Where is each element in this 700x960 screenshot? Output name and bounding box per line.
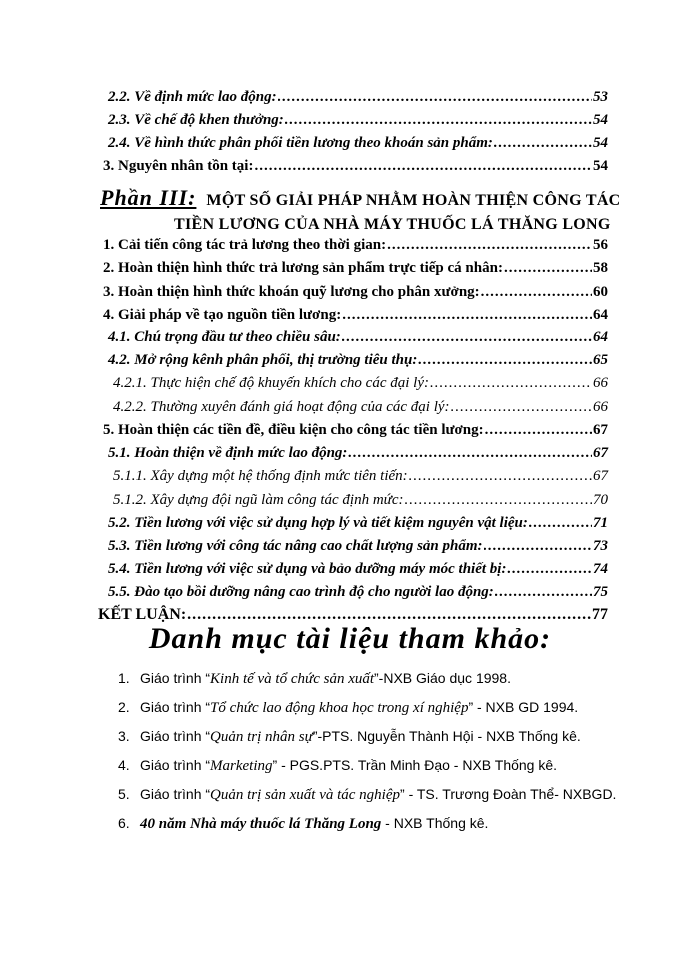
toc-label: 4.2.2. Thường xuyên đánh giá hoạt động của các đại lý: <box>113 399 450 415</box>
toc-page: 66 <box>593 399 608 415</box>
toc-leader <box>529 514 592 532</box>
toc-leader <box>342 328 592 346</box>
toc-entry[interactable] <box>108 328 608 346</box>
reference-suffix: ” - TS. Trương Đoàn Thể- NXBGD. <box>400 786 617 802</box>
reference-item <box>118 668 638 689</box>
toc-label: 5.3. Tiền lương với công tác nâng cao chất lượng sản phẩm: <box>108 538 483 554</box>
reference-title: Marketing <box>210 758 273 774</box>
toc-leader <box>278 88 592 106</box>
toc-page: 73 <box>593 538 608 554</box>
reference-prefix: Giáo trình “ <box>140 786 211 802</box>
toc-page: 58 <box>593 260 608 276</box>
references-heading: Danh mục tài liệu tham khảo: <box>148 622 552 655</box>
toc-entry[interactable] <box>108 560 608 578</box>
toc-leader <box>451 398 592 416</box>
reference-number: 3. <box>118 728 130 744</box>
toc-label: 5. Hoàn thiện các tiền đề, điều kiện cho công tác tiền lương: <box>103 422 484 438</box>
toc-entry[interactable] <box>108 134 608 152</box>
toc-page: 77 <box>592 606 608 623</box>
toc-entry[interactable] <box>103 306 608 324</box>
reference-number: 2. <box>118 699 130 715</box>
toc-label: 2.2. Về định mức lao động: <box>108 89 277 105</box>
toc-leader <box>484 537 592 555</box>
toc-entry[interactable] <box>113 491 608 509</box>
reference-number: 4. <box>118 757 130 773</box>
reference-item <box>118 697 638 718</box>
toc-page: 66 <box>593 375 608 391</box>
toc-entry[interactable] <box>113 374 608 392</box>
toc-entry[interactable] <box>103 236 608 254</box>
toc-leader <box>342 306 592 324</box>
toc-label: 4.2. Mở rộng kênh phân phối, thị trường tiêu thụ: <box>108 352 418 368</box>
toc-page: 54 <box>593 135 608 151</box>
toc-label: 5.1.1. Xây dựng một hệ thống định mức tiên tiến: <box>113 468 408 484</box>
toc-page: 54 <box>593 112 608 128</box>
reference-suffix: ” - NXB GD 1994. <box>468 699 579 715</box>
toc-entry[interactable] <box>108 514 608 532</box>
reference-title: Quản trị nhân sự <box>210 729 313 745</box>
toc-page: 74 <box>593 561 608 577</box>
references-list <box>118 668 638 842</box>
reference-prefix: Giáo trình “ <box>140 699 211 715</box>
toc-label: 1. Cải tiến công tác trả lương theo thời gian: <box>103 237 387 253</box>
reference-title: Quản trị sản xuất và tác nghiệp <box>210 787 401 803</box>
toc-label: 3. Hoàn thiện hình thức khoán quỹ lương cho phân xưởng: <box>103 284 480 300</box>
toc-entry[interactable] <box>108 88 608 106</box>
toc-page: 54 <box>593 158 608 174</box>
toc-page: 56 <box>593 237 608 253</box>
toc-page: 67 <box>593 422 608 438</box>
toc-label: 5.1.2. Xây dựng đội ngũ làm công tác định mức: <box>113 492 404 508</box>
part-heading <box>100 186 660 237</box>
reference-title: Kinh tế và tổ chức sản xuất <box>210 671 375 687</box>
toc-leader <box>409 467 592 485</box>
toc-page: 70 <box>593 492 608 508</box>
reference-title: Tổ chức lao động khoa học trong xí nghiệp <box>210 700 469 716</box>
toc-page: 71 <box>593 515 608 531</box>
reference-number: 5. <box>118 786 130 802</box>
part-label: Phần III: <box>100 185 197 210</box>
reference-item <box>118 784 638 805</box>
toc-page: 75 <box>593 584 608 600</box>
toc-leader <box>418 351 592 369</box>
reference-item <box>118 813 638 834</box>
toc-entry[interactable] <box>113 467 608 485</box>
toc-entry[interactable] <box>108 351 608 369</box>
toc-page: 64 <box>593 329 608 345</box>
toc-entry[interactable] <box>108 444 608 462</box>
toc-leader <box>504 259 592 277</box>
toc-leader <box>507 560 592 578</box>
toc-label: 2.3. Về chế độ khen thưởng: <box>108 112 284 128</box>
toc-label: 5.5. Đào tạo bồi dưỡng nâng cao trình độ cho người lao động: <box>108 584 494 600</box>
reference-suffix: ” - PGS.PTS. Trần Minh Đạo - NXB Thống kê. <box>272 757 558 773</box>
toc-label: 5.1. Hoàn thiện về định mức lao động: <box>108 445 348 461</box>
toc-label: 4. Giải pháp về tạo nguồn tiền lương: <box>103 307 342 323</box>
reference-suffix: - NXB Thống kê. <box>381 815 489 831</box>
toc-label: 5.2. Tiền lương với việc sử dụng hợp lý và tiết kiệm nguyên vật liệu: <box>108 515 528 531</box>
toc-page: 53 <box>593 89 608 105</box>
reference-prefix: Giáo trình “ <box>140 728 211 744</box>
toc-label: 2.4. Về hình thức phân phối tiền lương theo khoán sản phẩm: <box>108 135 493 151</box>
toc-label: 4.2.1. Thực hiện chế độ khuyến khích cho các đại lý: <box>113 375 429 391</box>
reference-number: 6. <box>118 815 130 831</box>
toc-entry[interactable] <box>108 583 608 601</box>
toc-page: 65 <box>593 352 608 368</box>
reference-prefix: Giáo trình “ <box>140 757 211 773</box>
toc-entry[interactable] <box>108 537 608 555</box>
toc-page: 64 <box>593 307 608 323</box>
toc-label: KẾT LUẬN: <box>98 606 187 623</box>
toc-leader <box>285 111 592 129</box>
part-title-line1: MỘT SỐ GIẢI PHÁP NHẰM HOÀN THIỆN CÔNG TÁC <box>206 192 621 209</box>
toc-leader <box>254 157 592 175</box>
toc-leader <box>430 374 592 392</box>
toc-label: 5.4. Tiền lương với việc sử dụng và bảo dưỡng máy móc thiết bị: <box>108 561 507 577</box>
reference-item <box>118 726 638 747</box>
reference-suffix: ”-PTS. Nguyễn Thành Hội - NXB Thống kê. <box>312 728 581 744</box>
reference-number: 1. <box>118 670 130 686</box>
toc-page: 67 <box>593 468 608 484</box>
toc-leader <box>494 134 592 152</box>
toc-entry[interactable] <box>108 111 608 129</box>
reference-title: 40 năm Nhà máy thuốc lá Thăng Long <box>140 816 382 832</box>
toc-label: 4.1. Chú trọng đầu tư theo chiều sâu: <box>108 329 341 345</box>
reference-item <box>118 755 638 776</box>
toc-entry[interactable] <box>103 259 608 277</box>
toc-entry[interactable] <box>103 283 608 301</box>
toc-leader <box>485 421 592 439</box>
toc-leader <box>348 444 592 462</box>
toc-leader <box>387 236 592 254</box>
toc-leader <box>405 491 593 509</box>
toc-leader <box>481 283 592 301</box>
toc-label: 2. Hoàn thiện hình thức trả lương sản phẩm trực tiếp cá nhân: <box>103 260 503 276</box>
toc-entry[interactable] <box>113 398 608 416</box>
part-title-line2: TIỀN LƯƠNG CỦA NHÀ MÁY THUỐC LÁ THĂNG LONG <box>174 216 611 233</box>
toc-page: 60 <box>593 284 608 300</box>
toc-label: 3. Nguyên nhân tồn tại: <box>103 158 254 174</box>
toc-page: 67 <box>593 445 608 461</box>
toc-entry[interactable] <box>103 421 608 439</box>
toc-entry[interactable] <box>103 157 608 175</box>
toc-leader <box>495 583 592 601</box>
reference-prefix: Giáo trình “ <box>140 670 211 686</box>
reference-suffix: ”-NXB Giáo dục 1998. <box>374 670 511 686</box>
